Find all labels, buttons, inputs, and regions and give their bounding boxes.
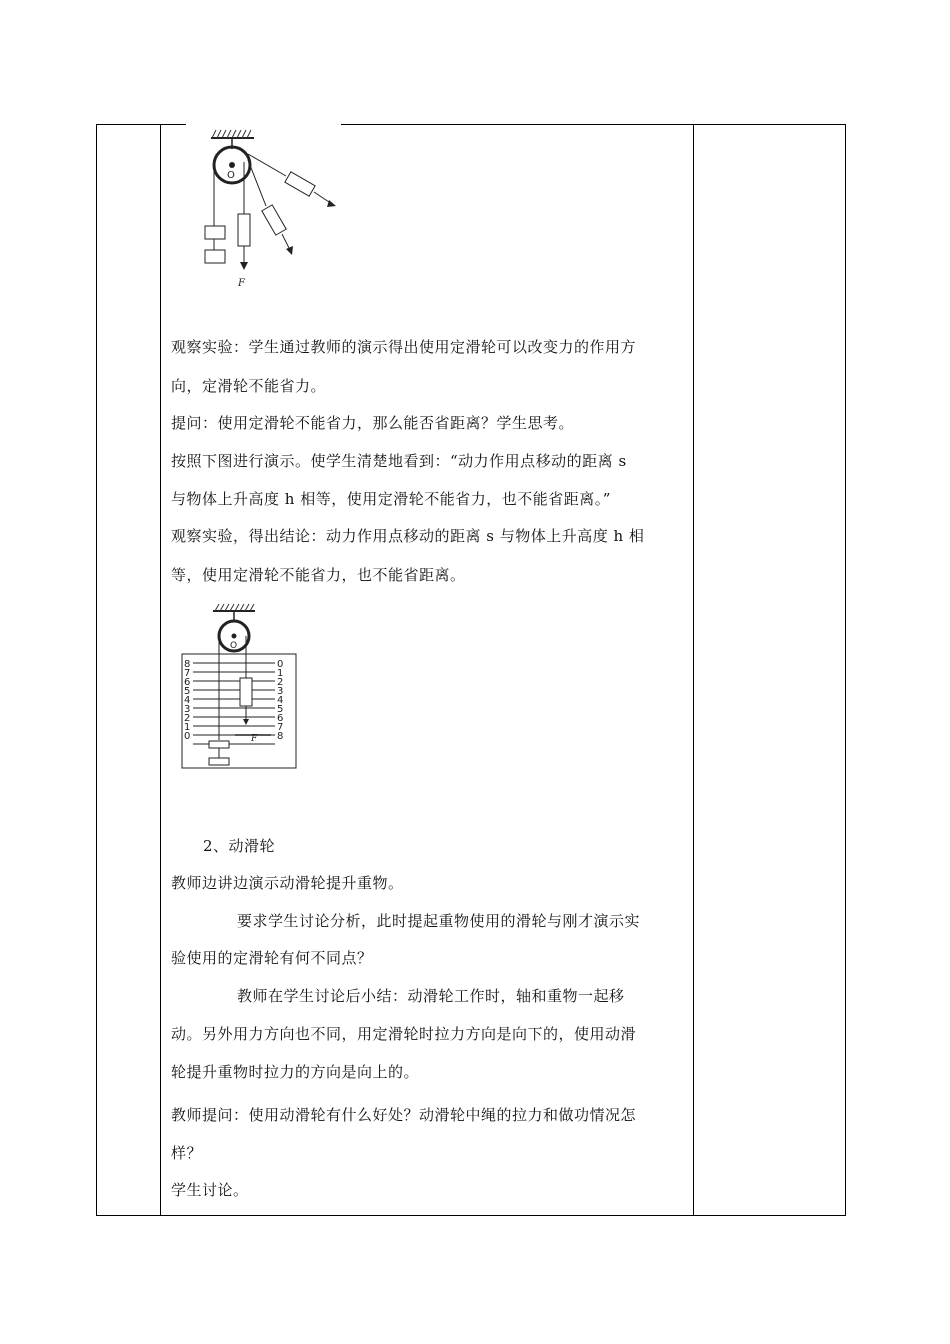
paragraph-teacher-demo: 教师边讲边演示动滑轮提升重物。 xyxy=(171,874,404,892)
fixed-pulley-distance-figure xyxy=(175,600,305,800)
left-scale-label: 6 xyxy=(184,677,191,688)
force2-label-f: F xyxy=(251,734,258,744)
paragraph-demo: 按照下图进行演示。使学生清楚地看到：“动力作用点移动的距离 s xyxy=(171,452,627,470)
left-scale-label: 0 xyxy=(184,731,191,742)
paragraph-observe-1-cont: 向，定滑轮不能省力。 xyxy=(171,377,327,395)
fixed-pulley-scale-diagram xyxy=(175,600,305,800)
left-scale-label: 4 xyxy=(184,695,191,706)
right-scale-label: 0 xyxy=(277,659,284,670)
paragraph-discuss-cont: 验使用的定滑轮有何不同点？ xyxy=(171,949,373,967)
pulley-label-o: O xyxy=(227,170,235,181)
right-scale-label: 7 xyxy=(277,722,284,733)
right-scale-label: 4 xyxy=(277,695,284,706)
paragraph-summary-cont: 动。另外用力方向也不同，用定滑轮时拉力方向是向下的，使用动滑 xyxy=(171,1025,637,1043)
paragraph-question-2-cont: 样？ xyxy=(171,1144,203,1162)
right-scale-label: 1 xyxy=(277,668,284,679)
right-scale-label: 3 xyxy=(277,686,284,697)
fixed-pulley-direction-figure xyxy=(196,124,346,299)
left-scale-label: 8 xyxy=(184,659,191,670)
pulley2-label-o: O xyxy=(230,641,238,651)
right-scale-label: 2 xyxy=(277,677,284,688)
left-scale-label: 1 xyxy=(184,722,191,733)
right-scale-label: 5 xyxy=(277,704,284,715)
left-scale-label: 3 xyxy=(184,704,191,715)
paragraph-conclusion: 观察实验，得出结论：动力作用点移动的距离 s 与物体上升高度 h 相 xyxy=(171,527,645,545)
table-col-line-3 xyxy=(693,124,694,1216)
table-col-line-2 xyxy=(160,124,161,1216)
table-col-line-4 xyxy=(845,124,846,1216)
force-label-f: F xyxy=(238,278,245,289)
paragraph-summary: 教师在学生讨论后小结：动滑轮工作时，轴和重物一起移 xyxy=(237,987,625,1005)
paragraph-observe-1: 观察实验：学生通过教师的演示得出使用定滑轮可以改变力的作用方 xyxy=(171,338,637,356)
left-scale-label: 5 xyxy=(184,686,191,697)
paragraph-summary-cont2: 轮提升重物时拉力的方向是向上的。 xyxy=(171,1063,420,1081)
right-scale-label: 6 xyxy=(277,713,284,724)
paragraph-student-discuss: 学生讨论。 xyxy=(171,1181,249,1199)
table-top-border-right xyxy=(341,124,846,125)
paragraph-question-1: 提问：使用定滑轮不能省力，那么能否省距离？学生思考。 xyxy=(171,414,575,432)
left-scale-label: 2 xyxy=(184,713,191,724)
paragraph-conclusion-cont: 等，使用定滑轮不能省力，也不能省距离。 xyxy=(171,566,466,584)
table-bottom-border xyxy=(96,1215,846,1216)
section-heading-movable-pulley: 2、动滑轮 xyxy=(203,837,276,855)
left-scale-label: 7 xyxy=(184,668,191,679)
table-col-line-1 xyxy=(96,124,97,1216)
table-top-border-left xyxy=(96,124,186,125)
fixed-pulley-diagram xyxy=(196,124,346,299)
right-scale-label: 8 xyxy=(277,731,284,742)
paragraph-discuss: 要求学生讨论分析，此时提起重物使用的滑轮与刚才演示实 xyxy=(237,912,641,930)
paragraph-question-2: 教师提问：使用动滑轮有什么好处？动滑轮中绳的拉力和做功情况怎 xyxy=(171,1106,637,1124)
paragraph-demo-cont: 与物体上升高度 h 相等，使用定滑轮不能省力，也不能省距离。” xyxy=(171,490,611,508)
